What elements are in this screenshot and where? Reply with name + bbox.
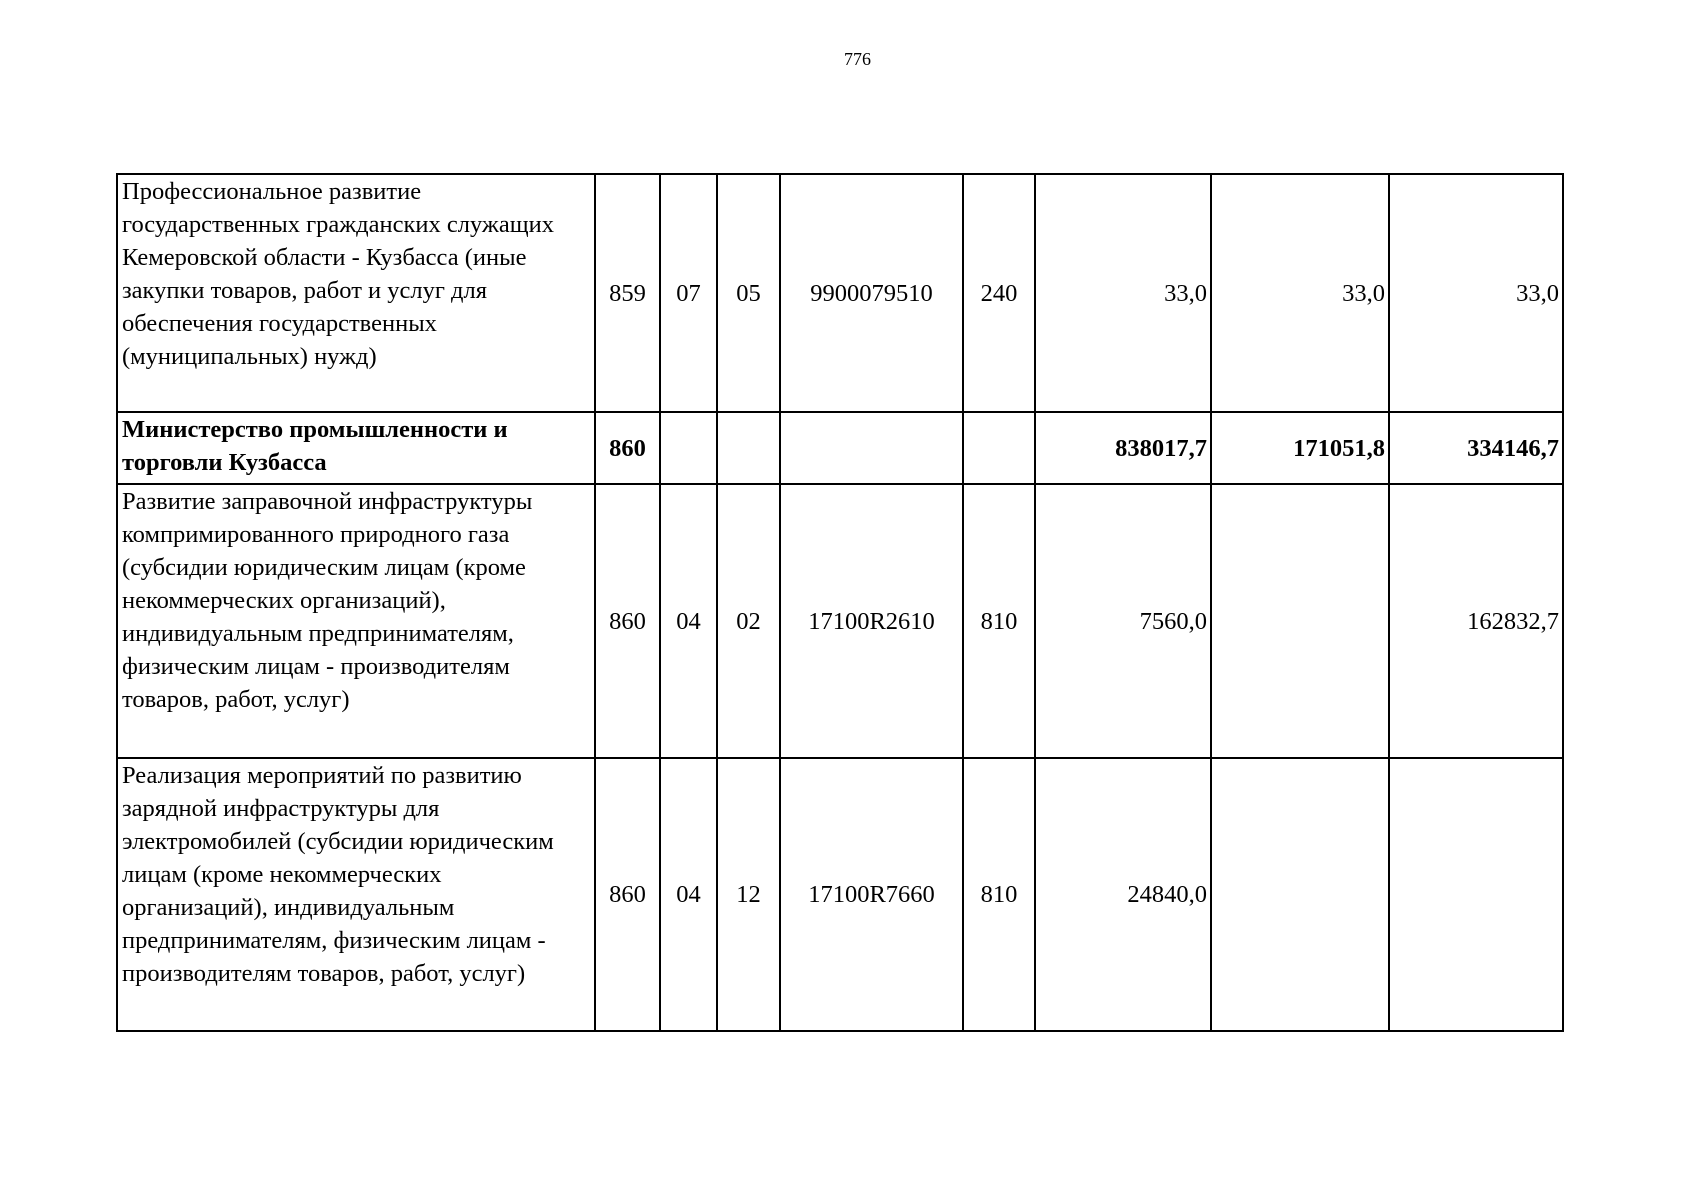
ved-code: 860 bbox=[595, 412, 660, 484]
sum-2 bbox=[1211, 484, 1389, 758]
sum-2 bbox=[1211, 758, 1389, 1031]
rz-code: 07 bbox=[660, 174, 717, 412]
csr-code bbox=[780, 412, 963, 484]
row-name: Реализация мероприятий по развитию зарядной инфраструктуры для электромобилей (субсидии юридическим лицам (кроме некоммерческих организаций), индивидуальным предпринимателям, физическим лицам - производителям товаров, работ, услуг) bbox=[117, 758, 595, 1031]
ved-code: 860 bbox=[595, 484, 660, 758]
budget-table bbox=[116, 173, 1564, 1032]
table-row bbox=[117, 412, 1563, 484]
pr-code: 05 bbox=[717, 174, 780, 412]
pr-code bbox=[717, 412, 780, 484]
csr-code: 9900079510 bbox=[780, 174, 963, 412]
rz-code: 04 bbox=[660, 758, 717, 1031]
sum-1: 24840,0 bbox=[1035, 758, 1211, 1031]
row-name: Профессиональное развитие государственных гражданских служащих Кемеровской области - Кузбасса (иные закупки товаров, работ и услуг для обеспечения государственных (муниципальных) нужд) bbox=[117, 174, 595, 412]
rz-code bbox=[660, 412, 717, 484]
vr-code bbox=[963, 412, 1035, 484]
table-row bbox=[117, 174, 1563, 412]
sum-1: 7560,0 bbox=[1035, 484, 1211, 758]
ved-code: 859 bbox=[595, 174, 660, 412]
vr-code: 810 bbox=[963, 484, 1035, 758]
sum-3: 334146,7 bbox=[1389, 412, 1563, 484]
csr-code: 17100R7660 bbox=[780, 758, 963, 1031]
pr-code: 02 bbox=[717, 484, 780, 758]
rz-code: 04 bbox=[660, 484, 717, 758]
row-name: Министерство промышленности и торговли Кузбасса bbox=[117, 412, 595, 484]
sum-3: 162832,7 bbox=[1389, 484, 1563, 758]
sum-1: 838017,7 bbox=[1035, 412, 1211, 484]
page-number: 776 bbox=[844, 49, 871, 69]
ved-code: 860 bbox=[595, 758, 660, 1031]
row-name: Развитие заправочной инфраструктуры компримированного природного газа (субсидии юридическим лицам (кроме некоммерческих организаций), индивидуальным предпринимателям, физическим лицам - производителям товаров, работ, услуг) bbox=[117, 484, 595, 758]
table-row bbox=[117, 484, 1563, 758]
sum-2: 33,0 bbox=[1211, 174, 1389, 412]
sum-3: 33,0 bbox=[1389, 174, 1563, 412]
pr-code: 12 bbox=[717, 758, 780, 1031]
table-row bbox=[117, 758, 1563, 1031]
vr-code: 810 bbox=[963, 758, 1035, 1031]
sum-1: 33,0 bbox=[1035, 174, 1211, 412]
sum-2: 171051,8 bbox=[1211, 412, 1389, 484]
csr-code: 17100R2610 bbox=[780, 484, 963, 758]
sum-3 bbox=[1389, 758, 1563, 1031]
vr-code: 240 bbox=[963, 174, 1035, 412]
